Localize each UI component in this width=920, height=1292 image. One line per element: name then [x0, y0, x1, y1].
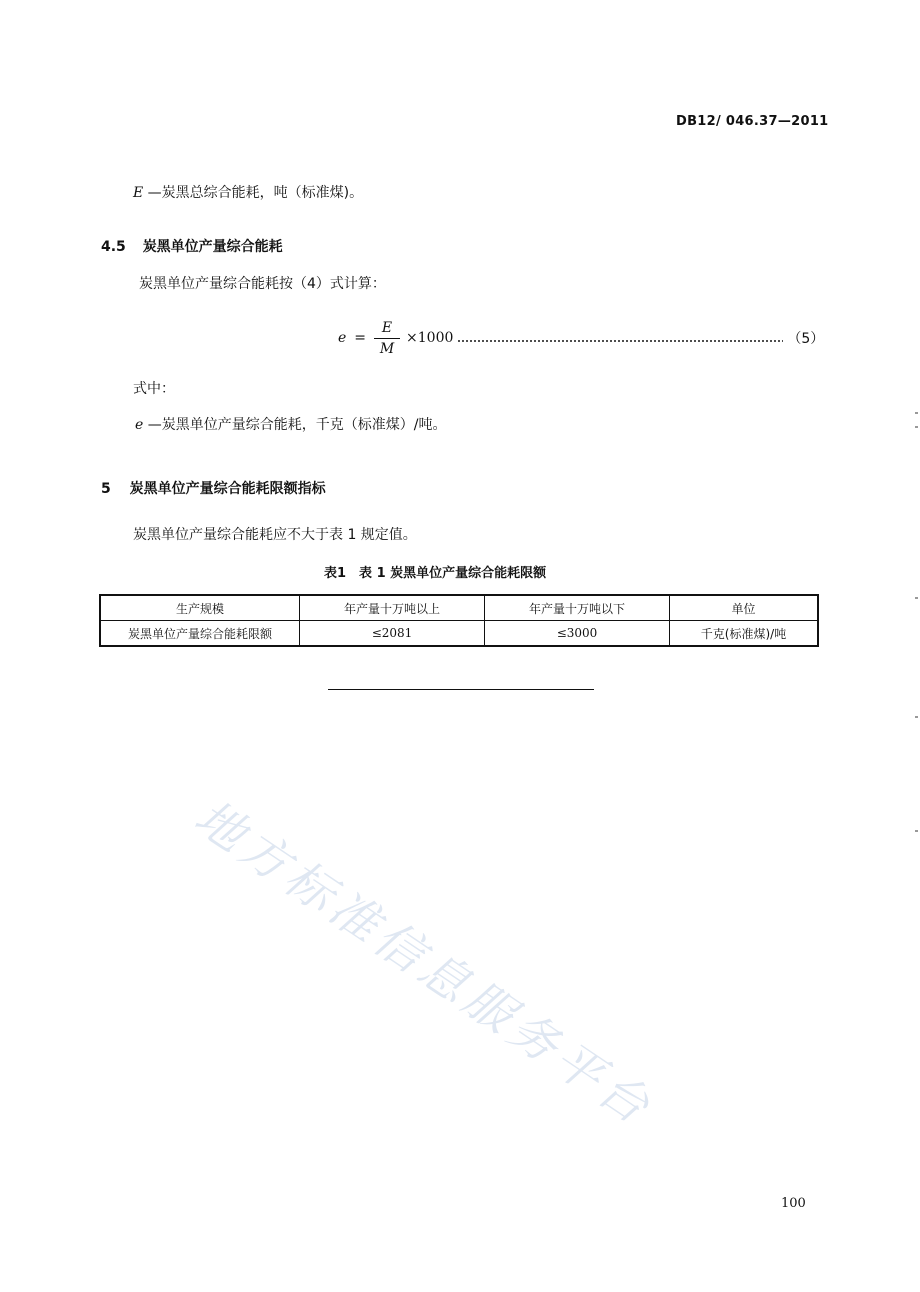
table-header-cell: 单位: [670, 595, 819, 621]
edge-mark: [915, 716, 918, 718]
formula-equals: =: [354, 330, 367, 346]
table-cell: ≤2081: [300, 621, 485, 647]
end-rule: [328, 689, 594, 690]
watermark: 地方标准信息服务平台: [184, 789, 664, 1138]
leader-dots: [457, 338, 783, 344]
section-5-heading: [101, 478, 326, 498]
section-title: 炭黑单位产量综合能耗限额指标: [129, 481, 326, 497]
formula-5: [338, 312, 824, 364]
document-code: DB12/ 046.37—2011: [676, 114, 829, 129]
section-title: 炭黑单位产量综合能耗: [142, 239, 283, 255]
table-header-row: [100, 595, 818, 621]
edge-mark: [915, 412, 918, 414]
table-row: [100, 621, 818, 647]
equation-number: （5）: [787, 331, 825, 347]
formula-lhs: e: [338, 330, 347, 346]
edge-mark: [915, 597, 918, 599]
definition-E-text: —炭黑总综合能耗，吨（标准煤)。: [143, 185, 364, 201]
formula-times: ×1000: [406, 330, 454, 346]
formula-fraction: [374, 318, 400, 359]
table-cell: ≤3000: [485, 621, 670, 647]
where-label: 式中：: [133, 381, 175, 397]
table-cell: 千克(标准煤)/吨: [670, 621, 819, 647]
table-caption: 表1 表 1 炭黑单位产量综合能耗限额: [324, 566, 547, 581]
section-number: 5: [101, 481, 111, 497]
edge-mark: [915, 830, 918, 832]
formula-denominator: M: [379, 340, 395, 357]
limits-table: [99, 594, 819, 647]
table-cell: 炭黑单位产量综合能耗限额: [100, 621, 300, 647]
variable-e: e: [135, 417, 144, 433]
section-4-5-intro: 炭黑单位产量综合能耗按（4）式计算：: [139, 276, 386, 292]
table-header-cell: 年产量十万吨以上: [300, 595, 485, 621]
section-number: 4.5: [101, 239, 126, 255]
table-header-cell: 生产规模: [100, 595, 300, 621]
section-5-body: 炭黑单位产量综合能耗应不大于表 1 规定值。: [133, 527, 417, 543]
definition-E: [133, 182, 363, 202]
definition-e-text: —炭黑单位产量综合能耗，千克（标准煤）/吨。: [143, 417, 447, 433]
page-number: 100: [781, 1196, 806, 1211]
section-4-5-heading: [101, 236, 283, 256]
variable-E: E: [133, 185, 144, 201]
definition-e: [135, 414, 446, 434]
edge-mark: [915, 426, 918, 428]
table-header-cell: 年产量十万吨以下: [485, 595, 670, 621]
formula-numerator: E: [381, 319, 393, 336]
